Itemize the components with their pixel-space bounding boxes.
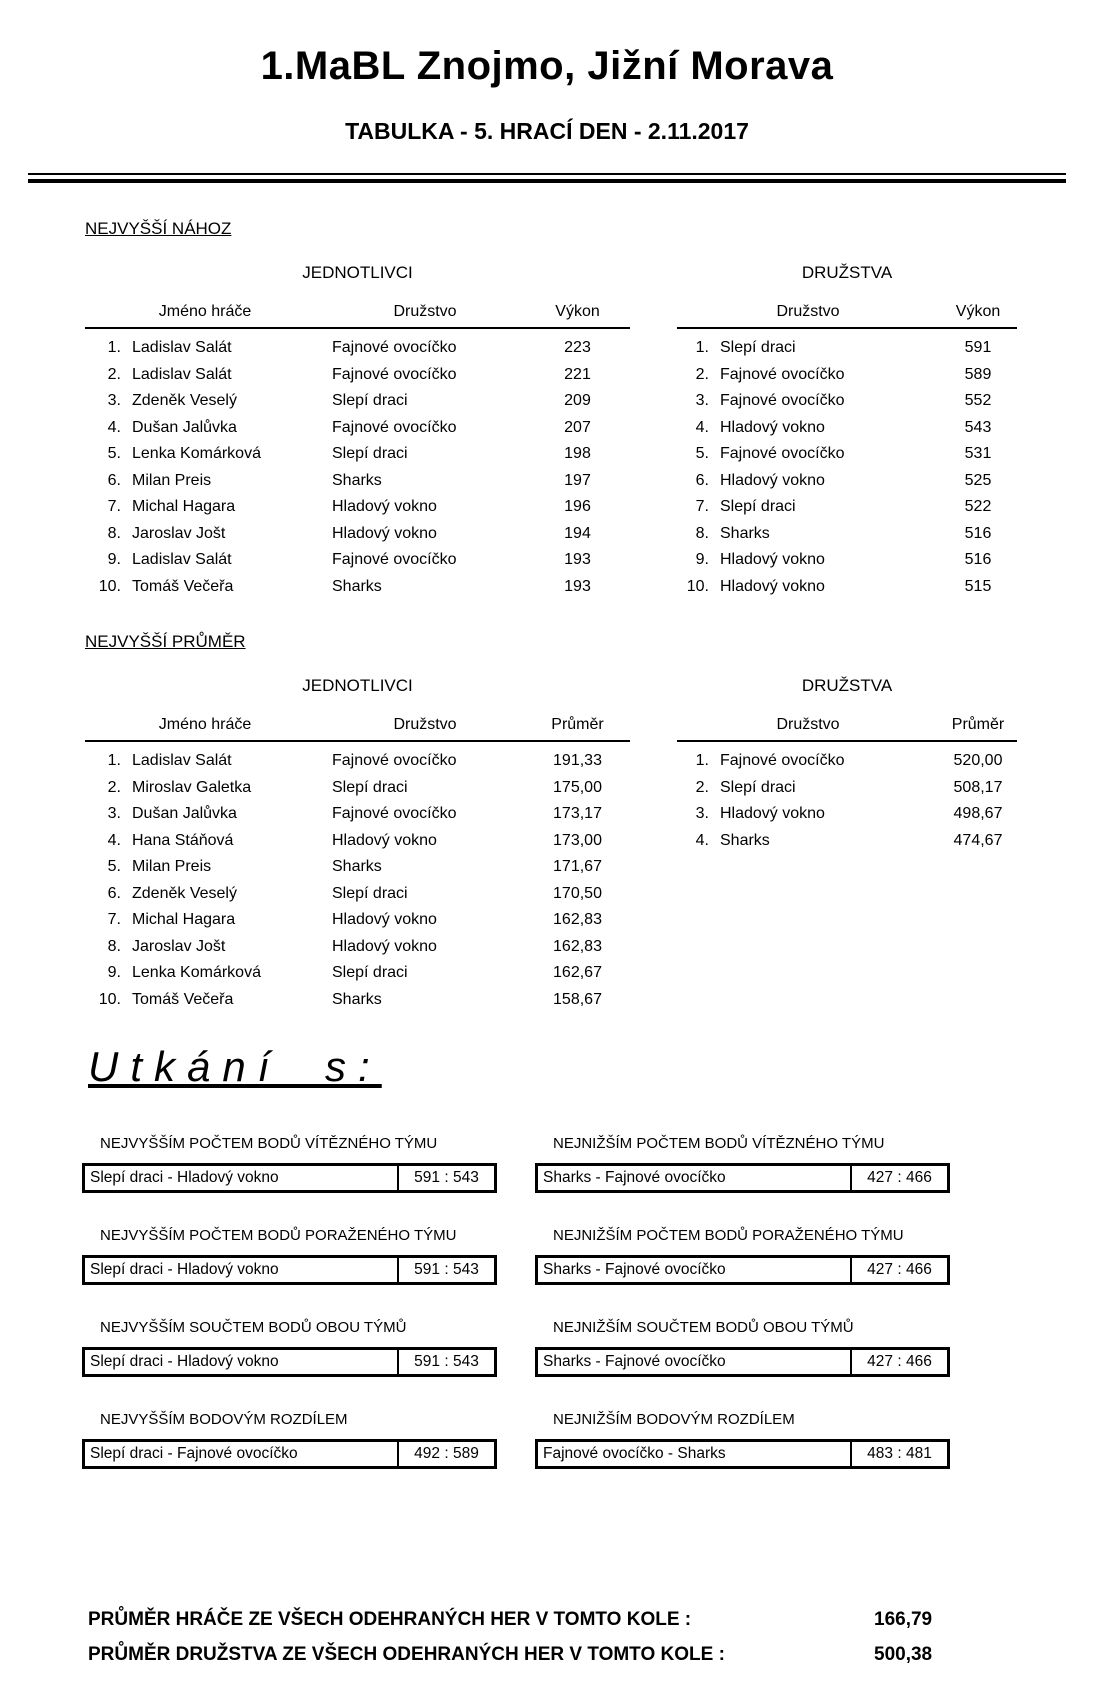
player-name-cell: Milan Preis — [132, 471, 212, 489]
team-cell: Sharks — [720, 524, 770, 542]
rank-cell: 7. — [107, 498, 121, 516]
player-name-cell: Milan Preis — [132, 858, 212, 876]
value-cell: 175,00 — [553, 778, 602, 796]
table-row — [85, 547, 630, 574]
column-header-value: Výkon — [955, 303, 1001, 320]
table-row — [85, 775, 630, 802]
table-row — [85, 574, 630, 601]
matches-grid — [82, 1135, 1094, 1469]
rank-cell: 6. — [695, 471, 709, 489]
table-row — [85, 987, 630, 1014]
value-cell: 531 — [964, 445, 992, 463]
column-header-player: Jméno hráče — [158, 716, 252, 733]
value-cell: 520,00 — [953, 752, 1003, 770]
match-category-label: NEJNIŽŠÍM POČTEM BODŮ PORAŽENÉHO TÝMU — [553, 1227, 904, 1244]
team-cell: Fajnové ovocíčko — [720, 445, 845, 463]
team-cell: Sharks — [332, 858, 382, 876]
team-cell: Hladový vokno — [332, 524, 437, 542]
match-score: 492 : 589 — [414, 1445, 479, 1462]
match-result-box — [82, 1347, 497, 1377]
table-row — [85, 748, 630, 775]
match-teams: Slepí draci - Hladový vokno — [85, 1350, 399, 1374]
match-score: 427 : 466 — [867, 1353, 932, 1370]
table-row — [85, 388, 630, 415]
match-teams: Sharks - Fajnové ovocíčko — [538, 1350, 852, 1374]
table-row — [677, 547, 1017, 574]
rank-cell: 3. — [107, 392, 121, 410]
table-title-teams: DRUŽSTVA — [801, 676, 893, 695]
section-heading-highest-average: NEJVYŠŠÍ PRŮMĚR — [85, 632, 246, 651]
match-teams: Slepí draci - Fajnové ovocíčko — [85, 1442, 399, 1466]
value-cell: 516 — [964, 524, 992, 542]
column-header-team: Družstvo — [776, 303, 840, 320]
rank-cell: 5. — [107, 858, 121, 876]
team-cell: Slepí draci — [332, 884, 408, 902]
table-row — [677, 801, 1017, 828]
rank-cell: 2. — [695, 778, 709, 796]
rank-cell: 8. — [695, 524, 709, 542]
rank-cell: 5. — [107, 445, 121, 463]
match-result-box — [82, 1439, 497, 1469]
match-result-box — [82, 1255, 497, 1285]
player-name-cell: Zdeněk Veselý — [132, 392, 237, 410]
table-row — [677, 415, 1017, 442]
summary-row — [88, 1644, 946, 1666]
highest-score-tables — [85, 263, 1094, 600]
rank-cell: 1. — [695, 752, 709, 770]
match-item — [82, 1135, 497, 1193]
team-cell: Hladový vokno — [332, 937, 437, 955]
team-cell: Fajnové ovocíčko — [332, 418, 457, 436]
table-row — [85, 960, 630, 987]
column-header-team: Družstvo — [393, 716, 457, 733]
rank-cell: 4. — [107, 418, 121, 436]
summary — [88, 1609, 946, 1666]
match-item — [535, 1319, 950, 1377]
table-row — [677, 521, 1017, 548]
table-header — [677, 303, 1017, 329]
table-row — [677, 335, 1017, 362]
table-row — [677, 388, 1017, 415]
section-heading-highest-score: NEJVYŠŠÍ NÁHOZ — [85, 219, 232, 238]
match-teams: Slepí draci - Hladový vokno — [85, 1166, 399, 1190]
value-cell: 197 — [564, 471, 591, 489]
player-name-cell: Tomáš Večeřa — [132, 577, 234, 595]
value-cell: 221 — [564, 365, 591, 383]
rank-cell: 9. — [107, 964, 121, 982]
table-body — [677, 742, 1017, 854]
table-row — [85, 828, 630, 855]
team-cell: Slepí draci — [720, 778, 796, 796]
team-cell: Fajnové ovocíčko — [332, 551, 457, 569]
value-cell: 173,17 — [553, 805, 602, 823]
table-row — [85, 907, 630, 934]
match-score: 591 : 543 — [414, 1353, 479, 1370]
value-cell: 170,50 — [553, 884, 602, 902]
value-cell: 162,83 — [553, 911, 602, 929]
column-header-team: Družstvo — [393, 303, 457, 320]
team-cell: Slepí draci — [720, 498, 796, 516]
player-name-cell: Zdeněk Veselý — [132, 884, 237, 902]
player-name-cell: Ladislav Salát — [132, 339, 232, 357]
match-category-label: NEJVYŠŠÍM SOUČTEM BODŮ OBOU TÝMŮ — [100, 1319, 407, 1336]
player-name-cell: Jaroslav Jošt — [132, 937, 226, 955]
value-cell: 591 — [964, 339, 992, 357]
team-cell: Sharks — [332, 577, 382, 595]
rank-cell: 7. — [107, 911, 121, 929]
team-cell: Slepí draci — [332, 964, 408, 982]
match-item — [82, 1411, 497, 1469]
rank-cell: 2. — [107, 778, 121, 796]
divider-line-thin — [28, 173, 1066, 175]
match-item — [82, 1227, 497, 1285]
player-name-cell: Jaroslav Jošt — [132, 524, 226, 542]
match-category-label: NEJNIŽŠÍM POČTEM BODŮ VÍTĚZNÉHO TÝMU — [553, 1135, 885, 1152]
value-cell: 522 — [964, 498, 992, 516]
rank-cell: 3. — [695, 392, 709, 410]
table-row — [677, 775, 1017, 802]
team-cell: Fajnové ovocíčko — [332, 805, 457, 823]
column-header-value: Průměr — [551, 716, 604, 733]
divider-line-thick — [28, 179, 1066, 183]
rank-cell: 9. — [695, 551, 709, 569]
table-body — [85, 329, 630, 600]
table-title-individuals: JEDNOTLIVCI — [302, 263, 413, 282]
rank-cell: 3. — [695, 805, 709, 823]
rank-cell: 2. — [107, 365, 121, 383]
rank-cell: 10. — [98, 577, 121, 595]
team-cell: Sharks — [720, 831, 770, 849]
value-cell: 171,67 — [553, 858, 602, 876]
table-row — [85, 521, 630, 548]
rank-cell: 5. — [695, 445, 709, 463]
rank-cell: 7. — [695, 498, 709, 516]
value-cell: 162,67 — [553, 964, 602, 982]
match-score: 427 : 466 — [867, 1169, 932, 1186]
table-title-teams: DRUŽSTVA — [801, 263, 893, 282]
table-row — [85, 441, 630, 468]
table-row — [677, 748, 1017, 775]
team-cell: Fajnové ovocíčko — [332, 752, 457, 770]
value-cell: 508,17 — [953, 778, 1003, 796]
value-cell: 209 — [564, 392, 591, 410]
page-subtitle: TABULKA - 5. HRACÍ DEN - 2.11.2017 — [345, 118, 749, 144]
table-row — [85, 468, 630, 495]
match-item — [82, 1319, 497, 1377]
team-cell: Hladový vokno — [332, 831, 437, 849]
page-title: 1.MaBL Znojmo, Jižní Morava — [260, 44, 834, 88]
rank-cell: 4. — [695, 831, 709, 849]
column-header-value: Výkon — [555, 303, 600, 320]
match-result-box — [535, 1255, 950, 1285]
column-header-team: Družstvo — [776, 716, 840, 733]
column-header-player: Jméno hráče — [158, 303, 252, 320]
rank-cell: 6. — [107, 884, 121, 902]
table-row — [85, 934, 630, 961]
value-cell: 196 — [564, 498, 591, 516]
match-result-box — [535, 1347, 950, 1377]
team-cell: Hladový vokno — [332, 498, 437, 516]
rank-cell: 10. — [686, 577, 709, 595]
value-cell: 223 — [564, 339, 591, 357]
match-score: 591 : 543 — [414, 1169, 479, 1186]
team-cell: Hladový vokno — [720, 577, 825, 595]
table-row — [85, 362, 630, 389]
highest-average-tables — [85, 676, 1094, 1013]
match-item — [535, 1135, 950, 1193]
team-cell: Fajnové ovocíčko — [332, 365, 457, 383]
player-name-cell: Lenka Komárková — [132, 445, 261, 463]
table-header — [85, 303, 630, 329]
match-score: 427 : 466 — [867, 1261, 932, 1278]
value-cell: 515 — [964, 577, 992, 595]
value-cell: 552 — [964, 392, 992, 410]
match-result-box — [82, 1163, 497, 1193]
value-cell: 525 — [964, 471, 992, 489]
team-cell: Fajnové ovocíčko — [720, 392, 845, 410]
team-cell: Fajnové ovocíčko — [332, 339, 457, 357]
rank-cell: 8. — [107, 937, 121, 955]
team-cell: Hladový vokno — [332, 911, 437, 929]
summary-label: PRŮMĚR DRUŽSTVA ZE VŠECH ODEHRANÝCH HER V TOMTO KOLE : — [88, 1644, 725, 1665]
rank-cell: 1. — [107, 752, 121, 770]
match-result-box — [535, 1163, 950, 1193]
individuals-score-table — [85, 263, 630, 600]
player-name-cell: Lenka Komárková — [132, 964, 261, 982]
team-cell: Hladový vokno — [720, 805, 825, 823]
rank-cell: 4. — [107, 831, 121, 849]
rank-cell: 2. — [695, 365, 709, 383]
player-name-cell: Tomáš Večeřa — [132, 990, 234, 1008]
match-score: 591 : 543 — [414, 1261, 479, 1278]
team-cell: Slepí draci — [720, 339, 796, 357]
player-name-cell: Dušan Jalůvka — [132, 805, 237, 823]
table-row — [85, 854, 630, 881]
summary-value: 500,38 — [874, 1644, 933, 1665]
section-highest-average — [0, 632, 1094, 1013]
value-cell: 516 — [964, 551, 992, 569]
value-cell: 193 — [564, 551, 591, 569]
player-name-cell: Hana Stáňová — [132, 831, 234, 849]
table-row — [677, 828, 1017, 855]
value-cell: 474,67 — [953, 831, 1003, 849]
match-item — [535, 1411, 950, 1469]
header-divider — [28, 173, 1066, 183]
table-row — [85, 881, 630, 908]
table-header — [677, 716, 1017, 742]
match-category-label: NEJNIŽŠÍM SOUČTEM BODŮ OBOU TÝMŮ — [553, 1319, 854, 1336]
team-cell: Hladový vokno — [720, 551, 825, 569]
rank-cell: 3. — [107, 805, 121, 823]
table-title-individuals: JEDNOTLIVCI — [302, 676, 413, 695]
team-cell: Slepí draci — [332, 392, 408, 410]
value-cell: 173,00 — [553, 831, 602, 849]
individuals-average-table — [85, 676, 630, 1013]
player-name-cell: Ladislav Salát — [132, 551, 232, 569]
value-cell: 158,67 — [553, 990, 602, 1008]
team-cell: Hladový vokno — [720, 418, 825, 436]
team-cell: Fajnové ovocíčko — [720, 365, 845, 383]
value-cell: 162,83 — [553, 937, 602, 955]
table-row — [677, 574, 1017, 601]
table-row — [677, 441, 1017, 468]
rank-cell: 1. — [107, 339, 121, 357]
match-category-label: NEJVYŠŠÍM BODOVÝM ROZDÍLEM — [100, 1411, 348, 1428]
matches-heading: Utkání s: — [88, 1043, 382, 1090]
player-name-cell: Ladislav Salát — [132, 752, 232, 770]
team-cell: Sharks — [332, 990, 382, 1008]
table-row — [677, 362, 1017, 389]
value-cell: 207 — [564, 418, 591, 436]
value-cell: 191,33 — [553, 752, 602, 770]
table-body — [85, 742, 630, 1013]
summary-label: PRŮMĚR HRÁČE ZE VŠECH ODEHRANÝCH HER V TOMTO KOLE : — [88, 1609, 692, 1630]
team-cell: Fajnové ovocíčko — [720, 752, 845, 770]
match-category-label: NEJVYŠŠÍM POČTEM BODŮ PORAŽENÉHO TÝMU — [100, 1227, 457, 1244]
summary-row — [88, 1609, 946, 1631]
value-cell: 198 — [564, 445, 591, 463]
team-cell: Hladový vokno — [720, 471, 825, 489]
player-name-cell: Dušan Jalůvka — [132, 418, 237, 436]
table-row — [677, 468, 1017, 495]
team-cell: Slepí draci — [332, 778, 408, 796]
column-header-value: Průměr — [951, 716, 1005, 733]
table-row — [85, 801, 630, 828]
player-name-cell: Miroslav Galetka — [132, 778, 252, 796]
rank-cell: 10. — [98, 990, 121, 1008]
value-cell: 543 — [964, 418, 992, 436]
table-row — [85, 415, 630, 442]
rank-cell: 9. — [107, 551, 121, 569]
team-cell: Slepí draci — [332, 445, 408, 463]
match-item — [535, 1227, 950, 1285]
value-cell: 194 — [564, 524, 591, 542]
value-cell: 589 — [964, 365, 992, 383]
match-teams: Slepí draci - Hladový vokno — [85, 1258, 399, 1282]
match-category-label: NEJVYŠŠÍM POČTEM BODŮ VÍTĚZNÉHO TÝMU — [100, 1135, 438, 1152]
rank-cell: 1. — [695, 339, 709, 357]
teams-average-table — [677, 676, 1017, 1013]
summary-value: 166,79 — [874, 1609, 933, 1630]
rank-cell: 4. — [695, 418, 709, 436]
player-name-cell: Ladislav Salát — [132, 365, 232, 383]
match-category-label: NEJNIŽŠÍM BODOVÝM ROZDÍLEM — [553, 1411, 795, 1428]
match-score: 483 : 481 — [867, 1445, 932, 1462]
section-highest-score — [0, 219, 1094, 600]
table-header — [85, 716, 630, 742]
match-teams: Sharks - Fajnové ovocíčko — [538, 1166, 852, 1190]
table-row — [677, 494, 1017, 521]
value-cell: 193 — [564, 577, 591, 595]
teams-score-table — [677, 263, 1017, 600]
table-row — [85, 494, 630, 521]
team-cell: Sharks — [332, 471, 382, 489]
rank-cell: 6. — [107, 471, 121, 489]
player-name-cell: Michal Hagara — [132, 498, 236, 516]
match-result-box — [535, 1439, 950, 1469]
value-cell: 498,67 — [953, 805, 1003, 823]
player-name-cell: Michal Hagara — [132, 911, 236, 929]
rank-cell: 8. — [107, 524, 121, 542]
table-body — [677, 329, 1017, 600]
match-teams: Fajnové ovocíčko - Sharks — [538, 1442, 852, 1466]
section-matches — [0, 1013, 1094, 1469]
match-teams: Sharks - Fajnové ovocíčko — [538, 1258, 852, 1282]
table-row — [85, 335, 630, 362]
